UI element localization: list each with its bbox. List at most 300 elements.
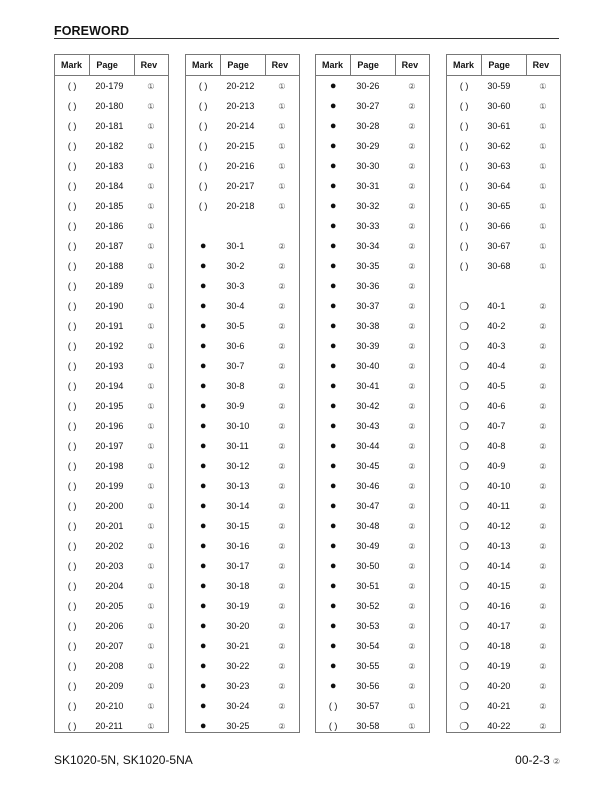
rev-cell: ② [539, 721, 547, 731]
rev-cell: ② [408, 641, 416, 651]
mark-cell: ● [199, 680, 207, 692]
table-row [316, 276, 429, 296]
table-row [316, 436, 429, 456]
table-row [186, 536, 299, 556]
page-cell: 40-2 [487, 321, 506, 331]
rev-cell: ② [408, 461, 416, 471]
table-row [186, 636, 299, 656]
rev-cell: ② [408, 401, 416, 411]
table-row [186, 256, 299, 276]
page-cell: 30-25 [226, 721, 250, 731]
table-row [55, 376, 168, 396]
table-row [316, 596, 429, 616]
mark-cell: ● [199, 660, 207, 672]
mark-cell: ● [329, 440, 337, 452]
table-row [55, 576, 168, 596]
mark-cell: ( ) [328, 701, 338, 711]
table-row [447, 156, 560, 176]
table-row [55, 476, 168, 496]
rev-cell: ① [147, 641, 155, 651]
table-row [316, 116, 429, 136]
page-cell: 30-5 [226, 321, 245, 331]
mark-cell: ● [199, 560, 207, 572]
rev-cell: ① [278, 201, 286, 211]
mark-cell: ( ) [67, 141, 77, 151]
header-mark: Mark [322, 60, 344, 70]
table-row [316, 496, 429, 516]
rev-cell: ② [539, 401, 547, 411]
mark-cell: ● [329, 220, 337, 232]
table-row [447, 476, 560, 496]
mark-cell: ❍ [459, 620, 470, 633]
rev-cell: ② [539, 641, 547, 651]
rev-cell: ② [408, 561, 416, 571]
rev-cell: ② [539, 381, 547, 391]
page-cell: 30-12 [226, 461, 250, 471]
mark-cell: ● [329, 560, 337, 572]
page-cell: 30-34 [356, 241, 380, 251]
table-row [55, 76, 168, 96]
page-cell: 30-10 [226, 421, 250, 431]
table-row [186, 596, 299, 616]
page-cell: 20-215 [226, 141, 255, 151]
page-cell: 20-208 [95, 661, 124, 671]
page-cell: 20-197 [95, 441, 124, 451]
page-cell: 20-218 [226, 201, 255, 211]
mark-cell: ❍ [459, 440, 470, 453]
rev-cell: ② [278, 661, 286, 671]
table-row [316, 176, 429, 196]
page-cell: 20-182 [95, 141, 124, 151]
table-row [316, 536, 429, 556]
table-row [55, 556, 168, 576]
page-cell: 20-199 [95, 481, 124, 491]
table-row [55, 616, 168, 636]
page-cell: 20-194 [95, 381, 124, 391]
rev-cell: ① [408, 721, 416, 731]
rev-cell: ② [408, 501, 416, 511]
table-row [447, 536, 560, 556]
table-header [316, 55, 429, 76]
rev-cell: ② [539, 581, 547, 591]
mark-cell: ● [329, 600, 337, 612]
page-cell: 30-62 [487, 141, 511, 151]
rev-cell: ② [539, 621, 547, 631]
mark-cell: ● [329, 380, 337, 392]
mark-cell: ❍ [459, 360, 470, 373]
page-cell: 30-67 [487, 241, 511, 251]
mark-cell: ● [329, 360, 337, 372]
mark-cell: ● [329, 620, 337, 632]
table-row [55, 176, 168, 196]
mark-cell: ● [329, 80, 337, 92]
page-cell: 30-50 [356, 561, 380, 571]
table-row [447, 216, 560, 236]
page-cell: 40-12 [487, 521, 511, 531]
table-row [55, 296, 168, 316]
page-cell: 20-195 [95, 401, 124, 411]
page-cell: 30-29 [356, 141, 380, 151]
page-cell: 30-21 [226, 641, 250, 651]
page-cell: 40-4 [487, 361, 506, 371]
mark-cell: ● [329, 500, 337, 512]
rev-cell: ② [408, 521, 416, 531]
rev-cell: ① [539, 221, 547, 231]
rev-cell: ② [278, 481, 286, 491]
mark-cell: ● [329, 160, 337, 172]
page-cell: 30-8 [226, 381, 245, 391]
mark-cell: ( ) [67, 321, 77, 331]
table-row [447, 616, 560, 636]
page-cell: 20-198 [95, 461, 124, 471]
page-cell: 20-213 [226, 101, 255, 111]
page-cell: 30-23 [226, 681, 250, 691]
table-row [186, 496, 299, 516]
header-mark: Mark [192, 60, 214, 70]
mark-cell: ( ) [459, 121, 469, 131]
page-cell: 30-64 [487, 181, 511, 191]
model-name: SK1020-5N, SK1020-5NA [54, 753, 193, 767]
table-row [186, 136, 299, 156]
rev-cell: ① [147, 221, 155, 231]
mark-cell: ( ) [67, 81, 77, 91]
table-row [186, 296, 299, 316]
page-cell: 30-36 [356, 281, 380, 291]
rev-cell: ① [147, 341, 155, 351]
page-cell: 30-56 [356, 681, 380, 691]
mark-cell: ● [199, 540, 207, 552]
mark-cell: ● [199, 700, 207, 712]
mark-cell: ( ) [328, 721, 338, 731]
table-row [55, 416, 168, 436]
rev-cell: ② [278, 601, 286, 611]
page-cell: 40-7 [487, 421, 506, 431]
rev-cell: ① [539, 261, 547, 271]
mark-cell: ( ) [459, 241, 469, 251]
page-cell: 30-11 [226, 441, 249, 451]
rev-cell: ② [278, 541, 286, 551]
mark-cell: ● [199, 380, 207, 392]
mark-cell: ( ) [67, 341, 77, 351]
table-row [447, 516, 560, 536]
rev-cell: ① [147, 561, 155, 571]
rev-cell: ② [408, 161, 416, 171]
mark-cell: ● [199, 480, 207, 492]
table-row [186, 276, 299, 296]
mark-cell: ● [199, 300, 207, 312]
table-row [447, 436, 560, 456]
mark-cell: ( ) [459, 101, 469, 111]
rev-cell: ② [539, 481, 547, 491]
table-row [55, 596, 168, 616]
mark-cell: ( ) [67, 501, 77, 511]
rev-cell: ① [147, 441, 155, 451]
rev-cell: ② [278, 381, 286, 391]
table-row [447, 696, 560, 716]
page-cell: 30-4 [226, 301, 245, 311]
rev-cell: ② [539, 541, 547, 551]
mark-cell: ( ) [67, 201, 77, 211]
table-row [55, 456, 168, 476]
rev-cell: ① [278, 161, 286, 171]
mark-cell: ( ) [198, 161, 208, 171]
rev-cell: ② [278, 421, 286, 431]
table-row [447, 396, 560, 416]
table-row [55, 276, 168, 296]
table-row [186, 396, 299, 416]
page-cell: 30-66 [487, 221, 511, 231]
header-rev: Rev [134, 55, 168, 75]
mark-cell: ● [329, 520, 337, 532]
table-row [55, 396, 168, 416]
rev-cell: ① [147, 521, 155, 531]
mark-cell: ( ) [67, 521, 77, 531]
mark-cell: ● [199, 500, 207, 512]
table-row [447, 356, 560, 376]
rev-cell: ② [408, 481, 416, 491]
page-cell: 30-27 [356, 101, 380, 111]
page-cell: 20-183 [95, 161, 124, 171]
table-row [55, 256, 168, 276]
table-row [447, 296, 560, 316]
mark-cell: ( ) [459, 161, 469, 171]
rev-cell: ② [539, 521, 547, 531]
rev-cell: ① [539, 241, 547, 251]
mark-cell: ● [329, 640, 337, 652]
header-page: Page [350, 55, 394, 75]
mark-cell: ( ) [67, 601, 77, 611]
rev-cell: ② [408, 181, 416, 191]
table-row [316, 616, 429, 636]
page-cell: 30-38 [356, 321, 380, 331]
table-row [186, 336, 299, 356]
rev-cell: ② [278, 341, 286, 351]
header-page: Page [89, 55, 133, 75]
page-cell: 30-40 [356, 361, 380, 371]
rev-cell: ① [278, 141, 286, 151]
page-cell: 30-47 [356, 501, 380, 511]
table-row [55, 676, 168, 696]
rev-cell: ② [278, 401, 286, 411]
rev-cell: ② [278, 641, 286, 651]
mark-cell: ( ) [67, 401, 77, 411]
mark-cell: ( ) [67, 441, 77, 451]
rev-cell: ② [278, 721, 286, 731]
rev-cell: ② [408, 661, 416, 671]
rev-cell: ① [147, 301, 155, 311]
page-cell: 20-200 [95, 501, 124, 511]
page-cell: 40-10 [487, 481, 511, 491]
rev-cell: ② [408, 621, 416, 631]
page-cell: 20-214 [226, 121, 255, 131]
rev-cell: ① [147, 201, 155, 211]
table-row [316, 356, 429, 376]
header-rev: Rev [265, 55, 299, 75]
page-cell: 20-210 [95, 701, 124, 711]
table-row [55, 656, 168, 676]
table-row [316, 96, 429, 116]
page-cell: 30-20 [226, 621, 250, 631]
rev-cell: ① [278, 181, 286, 191]
rev-cell: ② [408, 361, 416, 371]
rev-cell: ① [147, 361, 155, 371]
rev-cell: ① [147, 181, 155, 191]
page-cell: 30-44 [356, 441, 380, 451]
mark-cell: ❍ [459, 680, 470, 693]
table-row [186, 556, 299, 576]
mark-cell: ● [199, 720, 207, 732]
mark-cell: ( ) [67, 361, 77, 371]
rev-cell: ② [539, 681, 547, 691]
table-row [55, 336, 168, 356]
table-row [55, 516, 168, 536]
table-row [186, 456, 299, 476]
page-cell: 40-22 [487, 721, 511, 731]
rev-cell: ① [539, 141, 547, 151]
mark-cell: ( ) [67, 661, 77, 671]
page-cell: 30-39 [356, 341, 380, 351]
rev-cell: ② [408, 101, 416, 111]
rev-cell: ① [539, 121, 547, 131]
table-row [186, 436, 299, 456]
page-cell: 30-9 [226, 401, 245, 411]
table-row [55, 316, 168, 336]
mark-cell: ● [329, 280, 337, 292]
mark-cell: ● [329, 580, 337, 592]
page-cell: 20-192 [95, 341, 124, 351]
mark-cell: ( ) [67, 641, 77, 651]
rev-cell: ② [278, 281, 286, 291]
mark-cell: ❍ [459, 300, 470, 313]
table-row [186, 96, 299, 116]
rev-cell: ② [539, 661, 547, 671]
table-row [316, 696, 429, 716]
rev-cell: ② [539, 301, 547, 311]
table-header [55, 55, 168, 76]
rev-cell: ② [278, 241, 286, 251]
rev-cell: ② [539, 361, 547, 371]
mark-cell: ( ) [67, 621, 77, 631]
page-cell: 30-45 [356, 461, 380, 471]
page-cell: 20-201 [95, 521, 124, 531]
rev-cell: ② [539, 321, 547, 331]
mark-cell: ( ) [67, 221, 77, 231]
page-cell: 20-185 [95, 201, 124, 211]
mark-cell: ( ) [67, 121, 77, 131]
table-row [186, 416, 299, 436]
rev-cell: ① [147, 381, 155, 391]
page-cell: 20-203 [95, 561, 124, 571]
rev-cell: ② [278, 301, 286, 311]
rev-cell: ② [278, 701, 286, 711]
page-cell: 30-7 [226, 361, 245, 371]
table-row [186, 216, 299, 236]
mark-cell: ❍ [459, 540, 470, 553]
mark-cell: ● [329, 420, 337, 432]
mark-cell: ● [199, 320, 207, 332]
rev-cell: ② [539, 501, 547, 511]
table-row [55, 96, 168, 116]
rev-cell: ② [539, 461, 547, 471]
rev-cell: ② [278, 321, 286, 331]
mark-cell: ● [329, 100, 337, 112]
rev-cell: ② [408, 121, 416, 131]
mark-cell: ❍ [459, 320, 470, 333]
table-row [316, 656, 429, 676]
page-cell: 30-63 [487, 161, 511, 171]
table-row [447, 416, 560, 436]
mark-cell: ( ) [67, 381, 77, 391]
table-row [447, 136, 560, 156]
page-cell: 30-46 [356, 481, 380, 491]
table-row [55, 216, 168, 236]
rev-cell: ① [278, 121, 286, 131]
table-row [316, 376, 429, 396]
table-row [316, 476, 429, 496]
table-row [55, 196, 168, 216]
rev-cell: ② [408, 601, 416, 611]
rev-cell: ① [147, 421, 155, 431]
page-cell: 30-58 [356, 721, 380, 731]
rev-cell: ② [408, 581, 416, 591]
rev-cell: ② [408, 321, 416, 331]
page-cell: 30-19 [226, 601, 250, 611]
rev-cell: ② [408, 541, 416, 551]
page-cell: 40-17 [487, 621, 511, 631]
mark-cell: ❍ [459, 460, 470, 473]
mark-cell: ● [329, 300, 337, 312]
page-cell: 20-186 [95, 221, 124, 231]
mark-cell: ● [329, 460, 337, 472]
mark-cell: ● [329, 180, 337, 192]
mark-cell: ❍ [459, 380, 470, 393]
rev-cell: ② [408, 201, 416, 211]
table-row [186, 176, 299, 196]
rev-cell: ② [539, 341, 547, 351]
revision-table-1 [54, 54, 169, 733]
header-page: Page [220, 55, 264, 75]
rev-cell: ① [408, 701, 416, 711]
page-cell: 30-14 [226, 501, 250, 511]
mark-cell: ( ) [67, 421, 77, 431]
rev-cell: ② [539, 601, 547, 611]
mark-cell: ( ) [67, 161, 77, 171]
mark-cell: ( ) [67, 101, 77, 111]
page-cell: 20-196 [95, 421, 124, 431]
page-cell: 30-13 [226, 481, 250, 491]
mark-cell: ❍ [459, 420, 470, 433]
mark-cell: ● [199, 240, 207, 252]
rev-cell: ① [147, 701, 155, 711]
mark-cell: ● [199, 440, 207, 452]
page-cell: 30-32 [356, 201, 380, 211]
table-row [447, 116, 560, 136]
mark-cell: ● [199, 460, 207, 472]
table-row [447, 496, 560, 516]
rev-cell: ② [408, 301, 416, 311]
mark-cell: ( ) [67, 181, 77, 191]
mark-cell: ❍ [459, 720, 470, 733]
mark-cell: ❍ [459, 580, 470, 593]
table-row [186, 156, 299, 176]
rev-cell: ② [408, 221, 416, 231]
header-rev: Rev [526, 55, 560, 75]
page-title: FOREWORD [54, 24, 130, 38]
rev-cell: ② [539, 701, 547, 711]
mark-cell: ( ) [67, 461, 77, 471]
mark-cell: ( ) [459, 141, 469, 151]
mark-cell: ❍ [459, 340, 470, 353]
